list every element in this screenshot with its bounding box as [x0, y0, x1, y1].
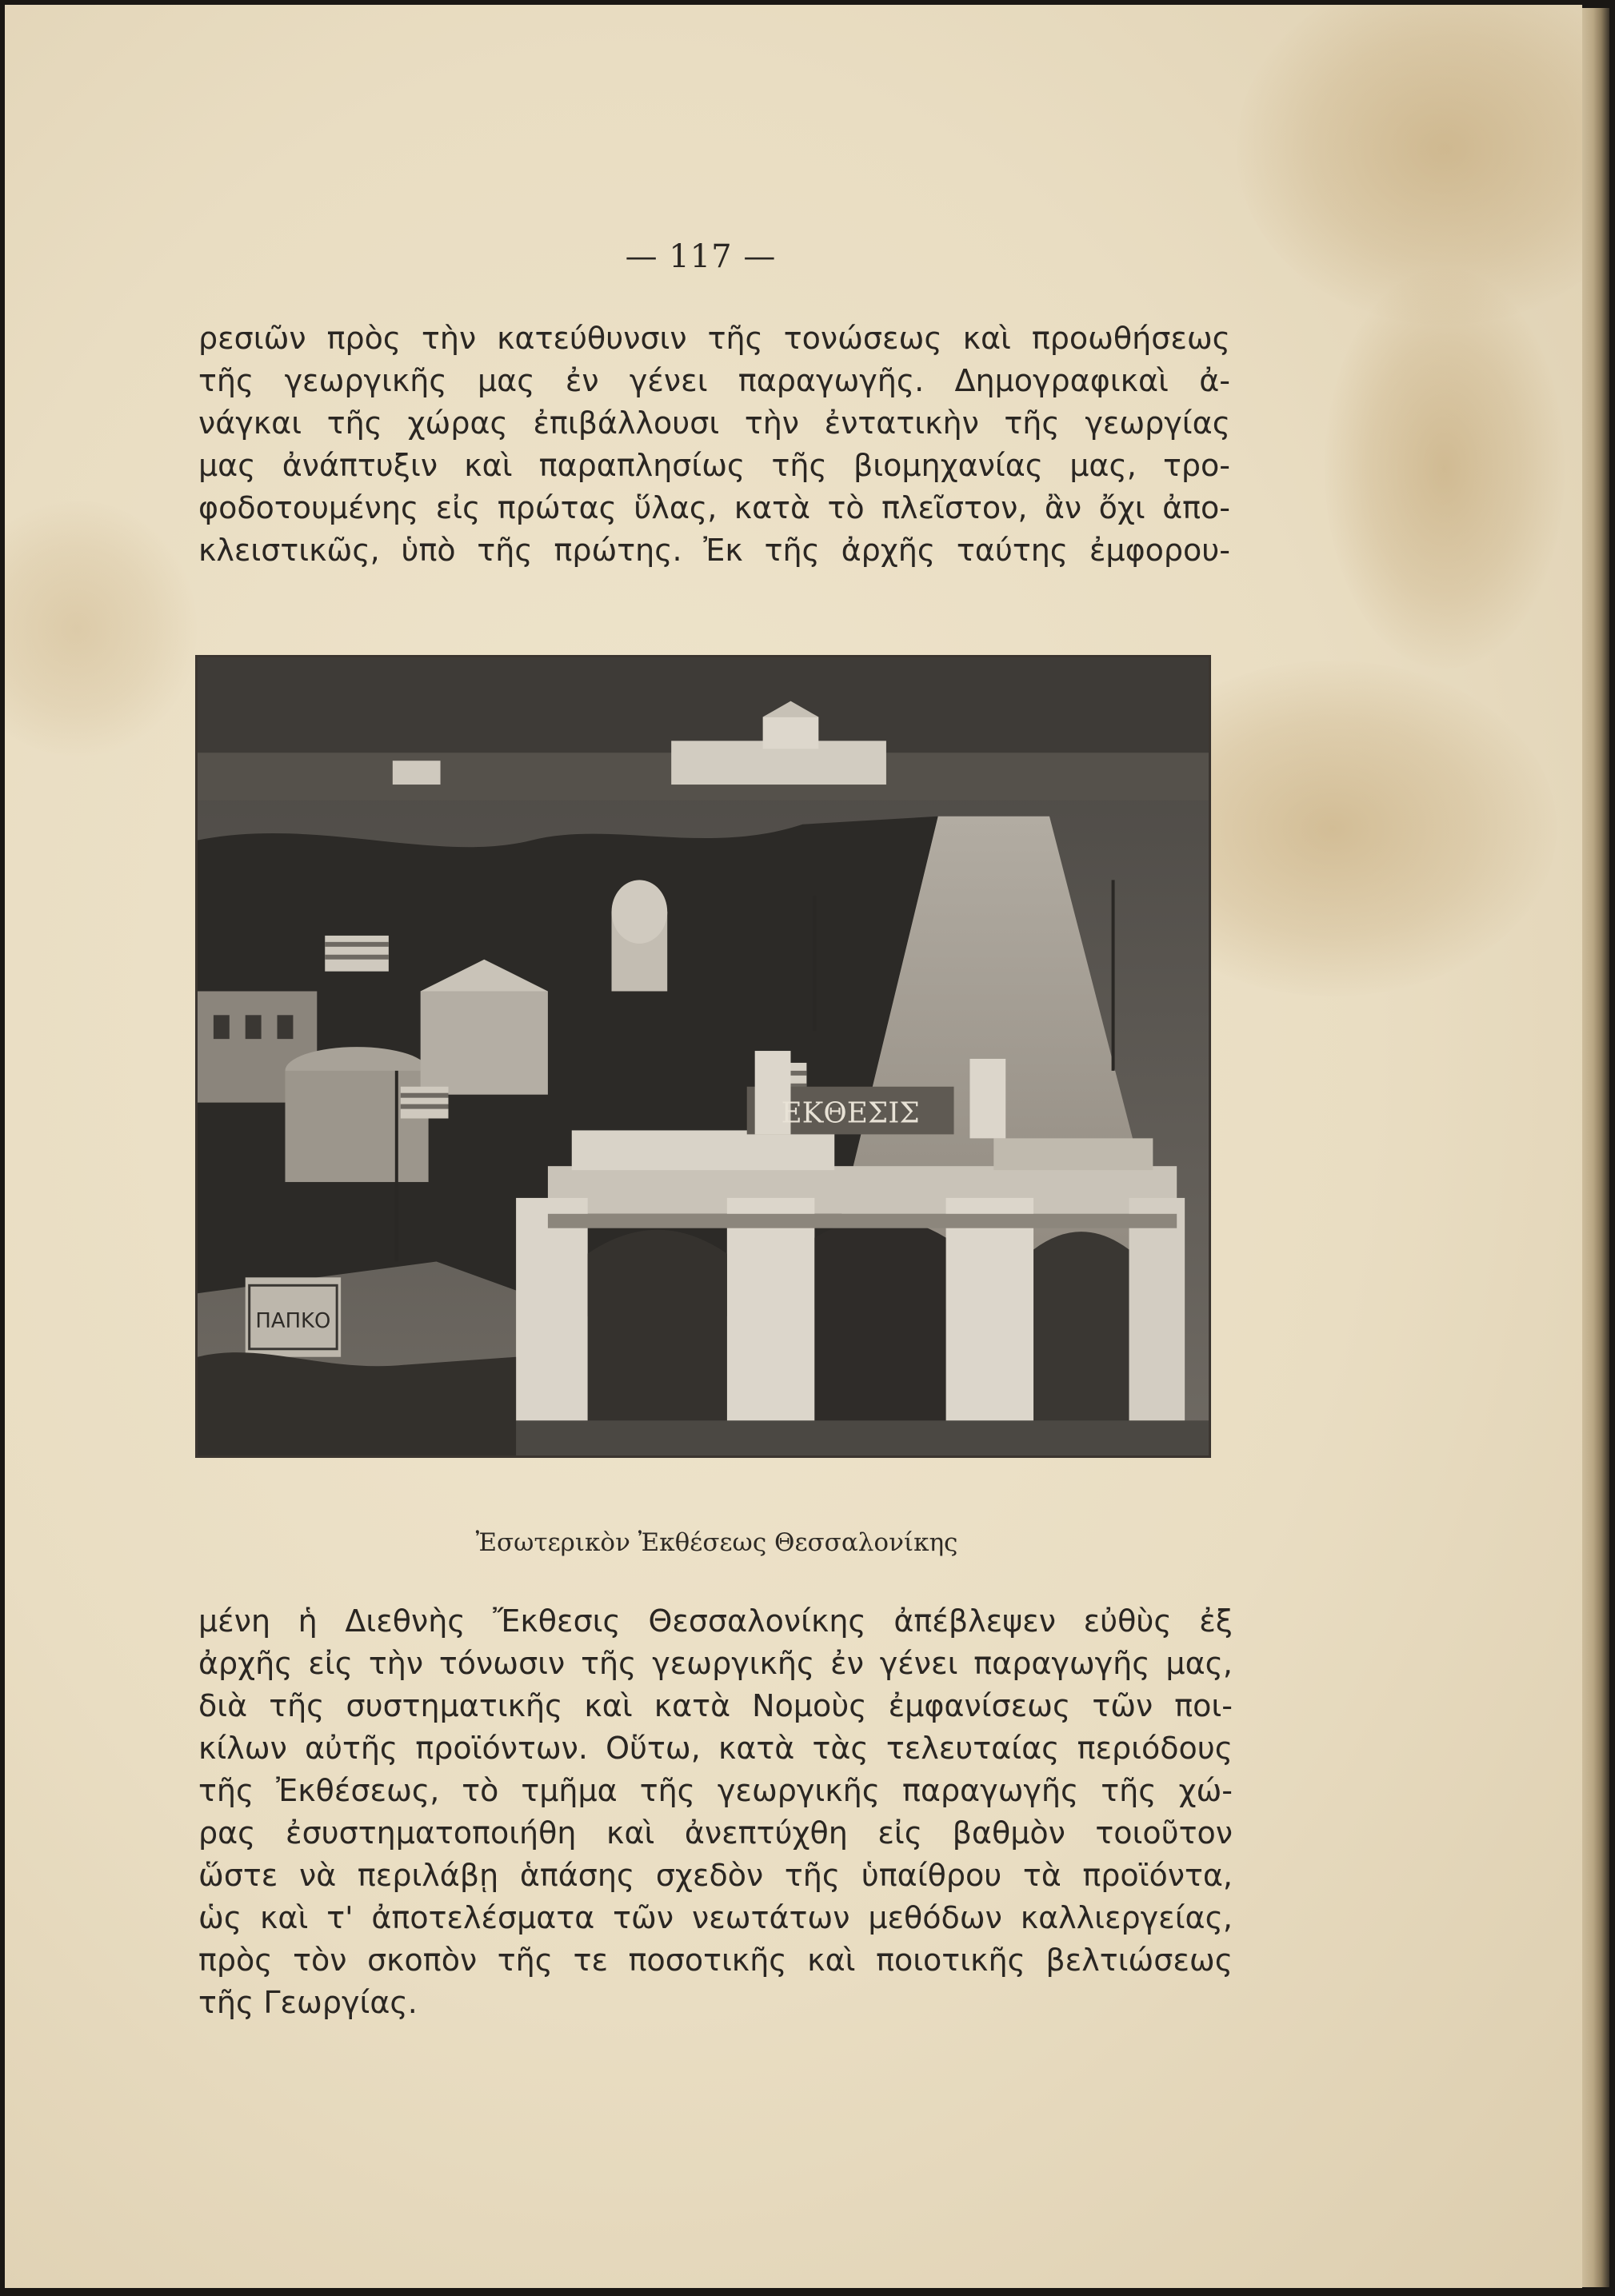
text-line: κίλων αὐτῆς προϊόντων. Οὕτω, κατὰ τὰς τελευταίας περιόδους — [198, 1731, 1233, 1766]
water-stain-upper — [1325, 269, 1565, 669]
distant-town — [198, 657, 1209, 753]
paragraph-top — [198, 317, 1230, 572]
water-stain-top-left — [5, 501, 197, 757]
text-line: πρὸς τὸν σκοπὸν τῆς τε ποσοτικῆς καὶ ποιοτικῆς βελτιώσεως — [198, 1943, 1233, 1978]
text-line: φοδοτουμένης εἰς πρώτας ὕλας, κατὰ τὸ πλεῖστον, ἂν ὄχι ἀπο- — [198, 490, 1230, 525]
text-line: τῆς Γεωργίας. — [198, 1985, 418, 2020]
arch-sign-text: ΕΚΘΕΣΙΣ — [781, 1096, 920, 1130]
text-line: τῆς γεωργικῆς μας ἐν γένει παραγωγῆς. Δημογραφικαὶ ἀ- — [198, 363, 1230, 398]
page-edge — [1582, 8, 1609, 2287]
photo-caption: Ἐσωτερικὸν Ἐκθέσεως Θεσσαλονίκης — [475, 1528, 958, 1557]
kiosk — [246, 1277, 341, 1356]
text-line: νάγκαι τῆς χώρας ἐπιβάλλουσι τὴν ἐντατικὴν τῆς γεωργίας — [198, 405, 1230, 441]
text-line: ἀρχῆς εἰς τὴν τόνωσιν τῆς γεωργικῆς ἐν γένει παραγωγῆς μας, — [198, 1646, 1233, 1681]
text-line: διὰ τῆς συστηματικῆς καὶ κατὰ Νομοὺς ἐμφανίσεως τῶν ποι- — [198, 1688, 1233, 1723]
text-line: ρας ἐσυστηματοποιήθη καὶ ἀνεπτύχθη εἰς βαθμὸν τοιοῦτον — [198, 1815, 1233, 1851]
text-line: τῆς Ἐκθέσεως, τὸ τμῆμα τῆς γεωργικῆς παραγωγῆς τῆς χώ- — [198, 1773, 1233, 1808]
text-line: κλειστικῶς, ὑπὸ τῆς πρώτης. Ἐκ τῆς ἀρχῆς ταύτης ἐμφορου- — [198, 533, 1230, 568]
text-line: μας ἀνάπτυξιν καὶ παραπλησίως τῆς βιομηχανίας μας, τρο- — [198, 448, 1230, 483]
foreground-trees — [198, 1352, 516, 1455]
text-line: μένη ἡ Διεθνὴς Ἔκθεσις Θεσσαλονίκης ἀπέβλεψεν εὐθὺς ἐξ — [198, 1603, 1233, 1639]
paragraph-bottom — [198, 1600, 1233, 2024]
text-line: ρεσιῶν πρὸς τὴν κατεύθυνσιν τῆς τονώσεως καὶ προωθήσεως — [198, 321, 1230, 356]
kiosk-sign-text: ΠΑΠΚΟ — [255, 1308, 331, 1333]
page-number: — 117 — — [625, 238, 777, 275]
text-line: ὡς καὶ τ' ἀποτελέσματα τῶν νεωτάτων μεθόδων καλλιεργείας, — [198, 1900, 1233, 1935]
book-page — [5, 5, 1582, 2288]
exhibition-photo — [195, 655, 1211, 1458]
exhibition-photo-drawing — [198, 657, 1209, 1455]
text-line: ὥστε νὰ περιλάβῃ ἁπάσης σχεδὸν τῆς ὑπαίθρου τὰ προϊόντα, — [198, 1858, 1233, 1893]
